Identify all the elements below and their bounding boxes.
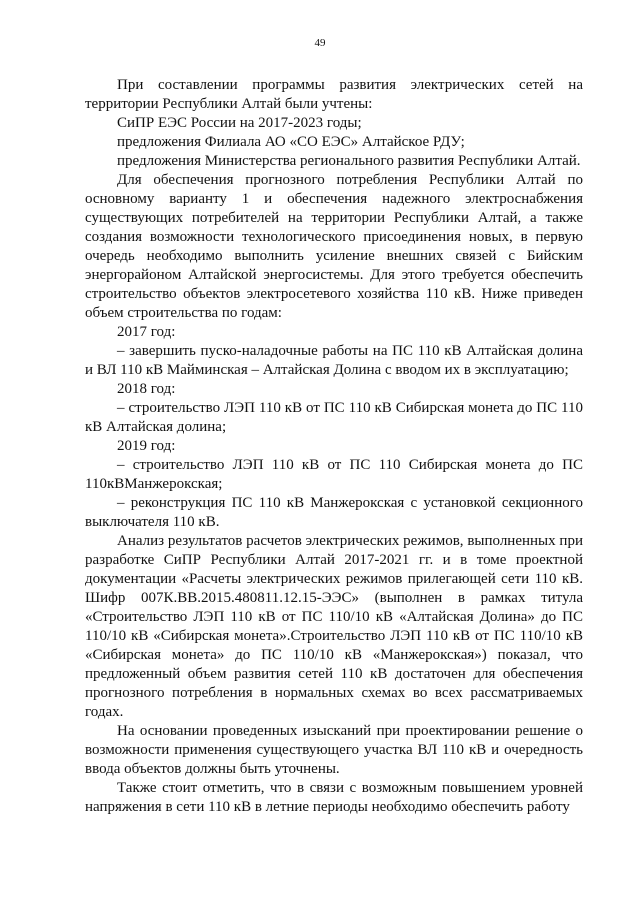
list-item-2018: – строительство ЛЭП 110 кВ от ПС 110 кВ Сибирская монета до ПС 110 кВ Алтайская долина;	[85, 400, 583, 435]
year-heading-2018: 2018 год:	[117, 381, 176, 397]
list-item-2019-line: – строительство ЛЭП 110 кВ от ПС 110 Сибирская монета до ПС 110кВМанжерокская;	[85, 457, 583, 492]
paragraph-so-ees: предложения Филиала АО «СО ЕЭС» Алтайское РДУ;	[117, 134, 465, 150]
page-number: 49	[314, 37, 326, 49]
list-item-2017: – завершить пуско-наладочные работы на ПС 110 кВ Алтайская долина и ВЛ 110 кВ Майминская – Алтайская Долина с вводом их в эксплуатацию;	[85, 343, 583, 378]
year-heading-2019: 2019 год:	[117, 438, 176, 454]
year-heading-2017: 2017 год:	[117, 324, 176, 340]
paragraph-analysis: Анализ результатов расчетов электрических режимов, выполненных при разработке СиПР Республики Алтай 2017-2021 гг. и в томе проектной документации «Расчеты электрических режимов прилегающей сети 110 кВ. Шифр 007К.ВВ.2015.480811.12.15-ЭЭС» (выполнен в рамках титула «Строительство ЛЭП 110 кВ от ПС 110/10 кВ «Алтайская Долина» до ПС 110/10 кВ «Сибирская монета».Строительство ЛЭП 110 кВ от ПС 110/10 кВ «Сибирская монета» до ПС 110/10 кВ «Манжерокская») показал, что предложенный объем развития сетей 110 кВ достаточен для обеспечения прогнозного потребления в нормальных схемах во всех рассматриваемых годах.	[85, 533, 583, 720]
paragraph-voltage: Также стоит отметить, что в связи с возможным повышением уровней напряжения в сети 110 кВ в летние периоды необходимо обеспечить работу	[85, 780, 583, 815]
list-item-2019-reconstruction: – реконструкция ПС 110 кВ Манжерокская с установкой секционного выключателя 110 кВ.	[85, 495, 583, 530]
document-body	[85, 76, 583, 817]
paragraph-sipr-ees: СиПР ЕЭС России на 2017-2023 годы;	[117, 115, 362, 131]
paragraph-consumption: Для обеспечения прогнозного потребления Республики Алтай по основному варианту 1 и обеспечения надежного электроснабжения существующих потребителей на территории Республики Алтай, а также создания возможности технологического присоединения новых, в первую очередь необходимо выполнить усиление внешних связей с Бийским энергорайоном Алтайской энергосистемы. Для этого требуется обеспечить строительство объектов электросетевого хозяйства 110 кВ. Ниже приведен объем строительства по годам:	[85, 172, 583, 321]
paragraph-surveys: На основании проведенных изысканий при проектировании решение о возможности применения существующего участка ВЛ 110 кВ и очередность ввода объектов должны быть уточнены.	[85, 723, 583, 777]
paragraph-intro: При составлении программы развития электрических сетей на территории Республики Алтай были учтены:	[85, 77, 583, 112]
paragraph-ministry: предложения Министерства регионального развития Республики Алтай.	[117, 153, 581, 169]
